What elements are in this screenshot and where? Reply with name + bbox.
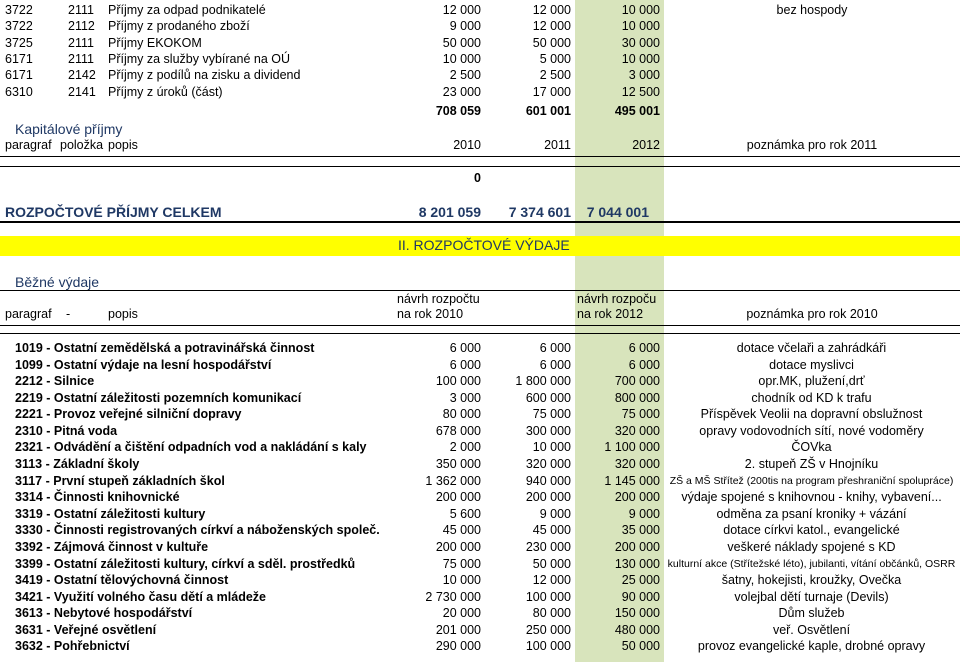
expense-2010: 200 000 (435, 490, 481, 505)
income-popis: Příjmy za odpad podnikatelé (108, 3, 266, 17)
income-2010: 12 000 (442, 3, 481, 17)
expense-2011: 45 000 (532, 523, 571, 538)
expense-2010: 20 000 (442, 606, 481, 621)
income-2011: 2 500 (539, 68, 571, 83)
expense-row (0, 507, 960, 523)
expenses-header-row (0, 292, 960, 324)
expense-2011: 300 000 (525, 423, 571, 438)
expense-2011: 10 000 (532, 440, 571, 455)
expense-description: 3330 - Činnosti registrovaných církví a náboženských společ. (15, 523, 380, 538)
current-expenses-title-row (0, 274, 960, 291)
capital-total-value: 0 (474, 171, 481, 185)
expense-2012: 1 100 000 (604, 440, 660, 455)
expense-2012: 320 000 (614, 423, 660, 438)
expense-note: šatny, hokejisti, kroužky, Ovečka (721, 573, 902, 588)
expense-note: provoz evangelické kaple, drobné opravy (697, 639, 926, 654)
expense-2010: 5 600 (449, 506, 481, 521)
expense-2012: 90 000 (621, 589, 660, 604)
expense-2012: 1 145 000 (604, 473, 660, 488)
expense-row (0, 358, 960, 374)
expense-description: 3117 - První stupeň základních škol (15, 473, 225, 488)
income-2012: 12 500 (621, 84, 660, 99)
income-paragraf: 3722 (5, 3, 33, 17)
expenses-title: II. ROZPOČTOVÉ VÝDAJE (398, 237, 570, 253)
expense-2011: 12 000 (532, 573, 571, 588)
expense-2010: 2 730 000 (425, 589, 481, 604)
expense-note: ZŠ a MŠ Střítež (200tis na program přeshraniční spolupráce) (669, 474, 954, 487)
expense-2011: 100 000 (525, 589, 571, 604)
expense-row (0, 440, 960, 456)
expense-2011: 9 000 (539, 506, 571, 521)
expense-row (0, 407, 960, 423)
expense-2010: 10 000 (442, 573, 481, 588)
grand-total-row (0, 204, 960, 221)
expense-row (0, 573, 960, 589)
exp-h-2012-line2: na rok 2012 (577, 307, 644, 321)
grand-total-label: ROZPOČTOVÉ PŘÍJMY CELKEM (5, 204, 222, 220)
current-expenses-title: Běžné výdaje (15, 274, 100, 290)
expense-2010: 6 000 (449, 341, 481, 355)
expense-description: 3613 - Nebytové hospodářství (15, 606, 193, 621)
divider (0, 221, 960, 223)
income-2010: 2 500 (449, 68, 481, 83)
expense-note: ČOVka (791, 440, 832, 455)
divider (0, 156, 960, 157)
expense-row (0, 341, 960, 357)
expense-2010: 80 000 (442, 407, 481, 422)
income-polozka: 2142 (68, 68, 96, 83)
expense-2012: 150 000 (614, 606, 660, 621)
expense-2010: 45 000 (442, 523, 481, 538)
expense-2011: 200 000 (525, 490, 571, 505)
divider (0, 290, 960, 291)
expense-description: 2219 - Ostatní záležitosti pozemních komunikací (15, 390, 302, 405)
capital-h-paragraf: paragraf (5, 138, 52, 152)
capital-h-2012: 2012 (632, 138, 660, 152)
income-polozka: 2111 (68, 51, 94, 66)
expense-2010: 6 000 (449, 357, 481, 372)
expense-2012: 800 000 (614, 390, 660, 405)
expense-row (0, 623, 960, 639)
expense-note: Dům služeb (778, 606, 845, 621)
income-polozka: 2112 (68, 19, 95, 34)
expense-2011: 50 000 (532, 556, 571, 571)
grand-total-2010: 8 201 059 (418, 204, 481, 220)
capital-h-2011: 2011 (544, 138, 571, 152)
exp-h-paragraf: paragraf (5, 307, 52, 321)
income-total-2012: 495 001 (614, 104, 660, 118)
expense-description: 1099 - Ostatní výdaje na lesní hospodářství (15, 357, 272, 372)
expense-row (0, 424, 960, 440)
income-row (0, 3, 960, 19)
expense-2010: 200 000 (435, 539, 481, 554)
expense-note: veškeré náklady spojené s KD (727, 539, 896, 554)
income-2012: 10 000 (621, 51, 660, 66)
expense-description: 3319 - Ostatní záležitosti kultury (15, 506, 206, 521)
expense-2011: 1 800 000 (515, 374, 571, 389)
expense-2010: 3 000 (449, 390, 481, 405)
grand-total-2012: 7 044 001 (586, 204, 649, 220)
income-popis: Příjmy z úroků (část) (108, 84, 223, 99)
income-total-2010: 708 059 (435, 104, 481, 118)
income-2010: 50 000 (442, 35, 481, 50)
divider (0, 325, 960, 326)
expense-note: volejbal dětí turnaje (Devils) (734, 589, 889, 604)
divider (0, 166, 960, 167)
expense-2012: 9 000 (628, 506, 660, 521)
expense-note: Příspěvek Veolii na dopravní obslužnost (700, 407, 923, 422)
expense-2011: 6 000 (539, 357, 571, 372)
capital-h-2010: 2010 (453, 138, 481, 152)
divider (0, 333, 960, 334)
expense-2010: 2 000 (449, 440, 481, 455)
expense-2011: 80 000 (532, 606, 571, 621)
income-popis: Příjmy z prodaného zboží (108, 19, 250, 34)
income-2012: 10 000 (621, 19, 660, 34)
expense-row (0, 540, 960, 556)
income-2012: 30 000 (621, 35, 660, 50)
expense-2010: 201 000 (435, 622, 481, 637)
income-2011: 5 000 (539, 51, 571, 66)
income-row (0, 52, 960, 68)
income-paragraf: 6171 (5, 68, 33, 83)
grand-total-2011: 7 374 601 (508, 204, 571, 220)
income-popis: Příjmy z podílů na zisku a dividend (108, 68, 301, 83)
expense-row (0, 557, 960, 573)
expense-2011: 100 000 (525, 639, 571, 654)
expense-row (0, 490, 960, 506)
income-paragraf: 6310 (5, 84, 33, 99)
expense-note: dotace myslivci (769, 357, 854, 372)
expense-2010: 678 000 (435, 423, 481, 438)
expense-description: 2221 - Provoz veřejné silniční dopravy (15, 407, 242, 422)
expense-note: dotace včelaři a zahrádkáři (736, 341, 887, 355)
income-polozka: 2111 (68, 35, 94, 50)
income-2010: 9 000 (449, 19, 481, 34)
expense-2010: 75 000 (442, 556, 481, 571)
income-2011: 12 000 (532, 3, 571, 17)
expense-2011: 320 000 (525, 457, 571, 472)
income-paragraf: 6171 (5, 51, 33, 66)
expenses-banner (0, 236, 960, 256)
expense-2012: 320 000 (614, 457, 660, 472)
expense-2010: 1 362 000 (425, 473, 481, 488)
expense-2012: 75 000 (621, 407, 660, 422)
expense-2012: 200 000 (614, 539, 660, 554)
exp-h-popis: popis (108, 307, 138, 321)
income-2012: 10 000 (621, 3, 660, 17)
expense-row (0, 374, 960, 390)
expense-2012: 50 000 (621, 639, 660, 654)
expense-row (0, 457, 960, 473)
expense-description: 3632 - Pohřebnictví (15, 639, 130, 654)
expense-row (0, 590, 960, 606)
capital-total-row (0, 171, 960, 187)
expense-row (0, 639, 960, 655)
expense-note: chodník od KD k trafu (751, 390, 872, 405)
capital-income-title (0, 121, 960, 138)
expense-note: opr.MK, plužení,drť (758, 374, 865, 389)
income-paragraf: 3722 (5, 19, 33, 34)
expense-2010: 100 000 (435, 374, 481, 389)
expense-2010: 350 000 (435, 457, 481, 472)
expense-2012: 6 000 (628, 341, 660, 355)
income-polozka: 2111 (68, 3, 94, 17)
income-2011: 50 000 (532, 35, 571, 50)
expense-2011: 600 000 (525, 390, 571, 405)
capital-h-note: poznámka pro rok 2011 (746, 138, 878, 152)
capital-h-polozka: položka (60, 138, 104, 152)
income-row (0, 68, 960, 84)
expense-note: 2. stupeň ZŠ v Hnojníku (744, 457, 879, 472)
expense-note: výdaje spojené s knihovnou - knihy, vybavení... (681, 490, 942, 505)
expense-2011: 75 000 (532, 407, 571, 422)
income-total-2011: 601 001 (525, 104, 571, 118)
income-row (0, 85, 960, 101)
expense-description: 3314 - Činnosti knihovnické (15, 490, 180, 505)
expense-row (0, 606, 960, 622)
expense-description: 3399 - Ostatní záležitosti kultury, církví a sděl. prostředků (15, 556, 356, 571)
exp-h-note: poznámka pro rok 2010 (746, 307, 878, 321)
income-2011: 12 000 (532, 19, 571, 34)
income-note: bez hospody (776, 3, 848, 17)
expense-note: odměna za psaní kroniky + vázání (716, 506, 907, 521)
income-2011: 17 000 (532, 84, 571, 99)
expense-row (0, 474, 960, 490)
expense-2011: 250 000 (525, 622, 571, 637)
expense-note: opravy vodovodních sítí, nové vodoměry (699, 423, 924, 438)
expense-description: 3421 - Využití volného času dětí a mládeže (15, 589, 267, 604)
expense-2012: 35 000 (621, 523, 660, 538)
expense-description: 3113 - Základní školy (15, 457, 140, 472)
expense-2012: 200 000 (614, 490, 660, 505)
income-row (0, 19, 960, 35)
income-popis: Příjmy za služby vybírané na OÚ (108, 51, 291, 66)
income-2010: 23 000 (442, 84, 481, 99)
income-popis: Příjmy EKOKOM (108, 35, 202, 50)
exp-h-2010-line2: na rok 2010 (397, 307, 464, 321)
exp-h-2012-line1: návrh rozpoču (577, 292, 657, 306)
expense-row (0, 391, 960, 407)
expense-2011: 230 000 (525, 539, 571, 554)
expense-2012: 25 000 (621, 573, 660, 588)
capital-h-popis: popis (108, 138, 138, 152)
capital-title-text: Kapitálové příjmy (15, 121, 123, 137)
exp-h-2010-line1: návrh rozpočtu (397, 292, 480, 306)
expense-row (0, 523, 960, 539)
income-row (0, 36, 960, 52)
expense-2012: 130 000 (614, 556, 660, 571)
expense-note: kulturní akce (Střítežské léto), jubilanti, vítání občánků, OSRR (667, 557, 956, 570)
expense-description: 3631 - Veřejné osvětlení (15, 622, 157, 637)
expense-description: 2212 - Silnice (15, 374, 95, 389)
capital-header-row (0, 138, 960, 154)
exp-h-dash: - (66, 307, 71, 321)
expense-description: 3419 - Ostatní tělovýchovná činnost (15, 573, 229, 588)
expense-2011: 940 000 (525, 473, 571, 488)
expense-2010: 290 000 (435, 639, 481, 654)
expense-2012: 700 000 (614, 374, 660, 389)
expense-description: 2321 - Odvádění a čištění odpadních vod a nakládání s kaly (15, 440, 367, 455)
income-paragraf: 3725 (5, 35, 33, 50)
expense-2011: 6 000 (539, 341, 571, 355)
expense-note: veř. Osvětlení (772, 622, 851, 637)
income-totals-row (0, 104, 960, 120)
expense-2012: 6 000 (628, 357, 660, 372)
expense-description: 2310 - Pitná voda (15, 423, 118, 438)
income-polozka: 2141 (68, 84, 96, 99)
expense-2012: 480 000 (614, 622, 660, 637)
income-2010: 10 000 (442, 51, 481, 66)
expense-description: 3392 - Zájmová činnost v kultuře (15, 539, 209, 554)
income-2012: 3 000 (628, 68, 660, 83)
expense-description: 1019 - Ostatní zemědělská a potravinářská činnost (15, 341, 315, 355)
expense-note: dotace církvi katol., evangelické (723, 523, 900, 538)
